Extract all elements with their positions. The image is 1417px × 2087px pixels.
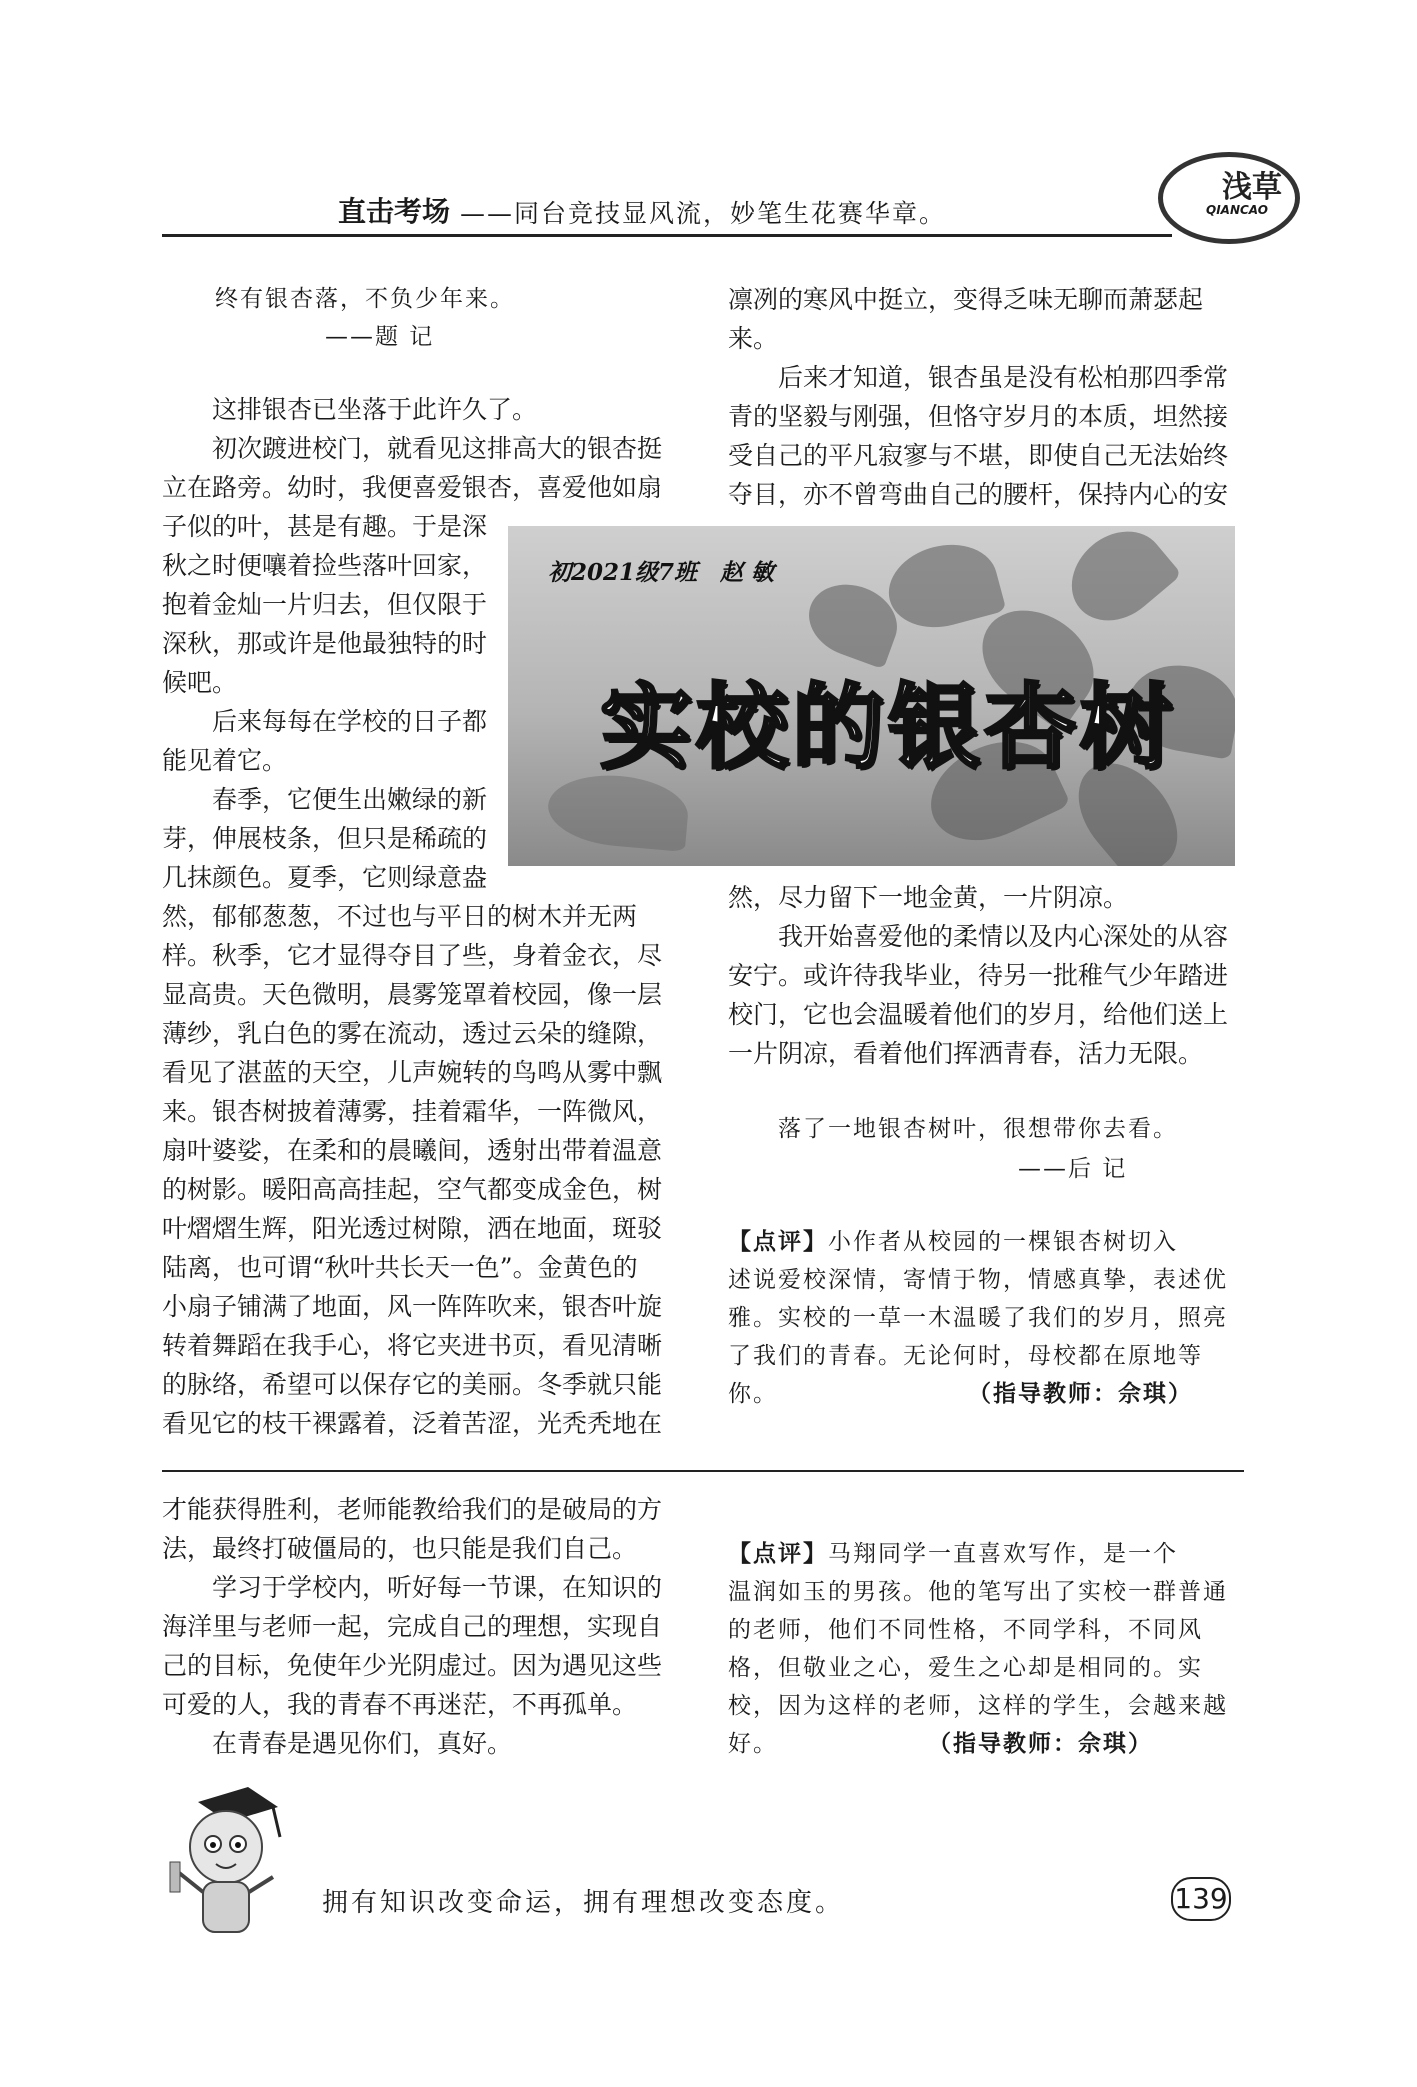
text-line: 小扇子铺满了地面，风一阵阵吹来，银杏叶旋	[162, 1292, 663, 1321]
article2-left-column	[162, 1490, 682, 1763]
text-line: 的树影。暖阳高高挂起，空气都变成金色，树	[162, 1175, 663, 1204]
text-line: 陆离，也可谓“秋叶共长天一色”。金黄色的	[162, 1253, 638, 1282]
comment-line: 的老师，他们不同性格，不同学科，不同风	[728, 1617, 1203, 1643]
comment-line: 好。 （指导教师：佘琪）	[728, 1725, 1248, 1763]
text-line: 抱着金灿一片归去，但仅限于	[162, 590, 488, 619]
text-line: 安宁。或许待我毕业，待另一批稚气少年踏进	[728, 961, 1229, 990]
text-line: 夺目，亦不曾弯曲自己的腰杆，保持内心的安	[728, 480, 1229, 509]
text-line: 初次踱进校门，就看见这排高大的银杏挺	[162, 434, 663, 463]
text-line: 己的目标，免使年少光阴虚过。因为遇见这些	[162, 1651, 663, 1680]
text-line: 来。	[728, 324, 779, 353]
comment-line: 【点评】小作者从校园的一棵银杏树切入	[728, 1229, 1178, 1255]
text-line: 的脉络，希望可以保存它的美丽。冬季就只能	[162, 1370, 663, 1399]
magazine-logo-subtitle: QIANCAO	[1206, 203, 1268, 217]
section-title: 直击考场	[338, 195, 451, 228]
text-line: 能见着它。	[162, 746, 288, 775]
postscript: 落了一地银杏树叶，很想带你去看。	[778, 1116, 1178, 1142]
text-line: 我开始喜爱他的柔情以及内心深处的从容	[728, 922, 1229, 951]
ginkgo-leaf-shape	[1054, 526, 1182, 639]
teacher-credit: （指导教师：佘琪）	[928, 1731, 1153, 1757]
text-line: 后来才知道，银杏虽是没有松柏那四季常	[728, 363, 1229, 392]
comment-label: 【点评】	[728, 1541, 828, 1567]
text-line: 一片阴凉，看着他们挥洒青春，活力无限。	[728, 1039, 1204, 1068]
header-rule	[162, 234, 1172, 237]
article-right-column-top	[728, 280, 1248, 514]
section-slogan: ——同台竞技显风流，妙笔生花赛华章。	[460, 199, 947, 228]
text-line: 样。秋季，它才显得夺目了些，身着金衣，尽	[162, 941, 663, 970]
text-line: 后来每每在学校的日子都	[162, 707, 488, 736]
text-line: 然，尽力留下一地金黄，一片阴凉。	[728, 883, 1129, 912]
comment-line: 你。 （指导教师：佘琪）	[728, 1375, 1248, 1413]
text-line: 青的坚毅与刚强，但恪守岁月的本质，坦然接	[728, 402, 1229, 431]
title-photo-banner	[508, 526, 1235, 866]
magazine-logo: 浅草	[1222, 170, 1282, 205]
text-line: 候吧。	[162, 668, 238, 697]
article-title: 实校的银杏树	[600, 674, 1177, 781]
epigraph: 终有银杏落，不负少年来。	[215, 286, 515, 312]
comment-line: 了我们的青春。无论何时，母校都在原地等	[728, 1343, 1203, 1369]
text-line: 春季，它便生出嫩绿的新	[162, 785, 488, 814]
comment-line: 雅。实校的一草一木温暖了我们的岁月，照亮	[728, 1305, 1228, 1331]
article-right-column-bottom	[728, 878, 1248, 1073]
teacher-credit: （指导教师：佘琪）	[968, 1381, 1193, 1407]
text-line: 凛冽的寒风中挺立，变得乏味无聊而萧瑟起	[728, 285, 1204, 314]
text-line: 几抹颜色。夏季，它则绿意盎	[162, 863, 488, 892]
text-line: 才能获得胜利，老师能教给我们的是破局的方	[162, 1495, 663, 1524]
text-line: 秋之时便嚷着捡些落叶回家，	[162, 551, 488, 580]
text-line: 学习于学校内，听好每一节课，在知识的	[162, 1573, 663, 1602]
text-line: 叶熠熠生辉，阳光透过树隙，洒在地面，斑驳	[162, 1214, 663, 1243]
comment-line: 【点评】马翔同学一直喜欢写作，是一个	[728, 1541, 1178, 1567]
article-comment	[728, 1223, 1248, 1413]
footer-motto: 拥有知识改变命运，拥有理想改变态度。	[322, 1888, 845, 1918]
article-byline: 初2021级7班 赵 敏	[548, 559, 775, 586]
text-line: 校门，它也会温暖着他们的岁月，给他们送上	[728, 1000, 1229, 1029]
text-line: 子似的叶，甚是有趣。于是深	[162, 512, 488, 541]
text-line: 受自己的平凡寂寥与不堪，即使自己无法始终	[728, 441, 1229, 470]
ginkgo-leaf-shape	[880, 533, 1007, 639]
comment-line: 格，但敬业之心，爱生之心却是相同的。实	[728, 1655, 1203, 1681]
section-divider	[162, 1470, 1244, 1472]
postscript-sign: ——后 记	[1018, 1156, 1128, 1182]
comment-label: 【点评】	[728, 1229, 828, 1255]
text-line: 来。银杏树披着薄雾，挂着霜华，一阵微风，	[162, 1097, 663, 1126]
text-line: 立在路旁。幼时，我便喜爱银杏，喜爱他如扇	[162, 473, 663, 502]
text-line: 看见了湛蓝的天空，儿声婉转的鸟鸣从雾中飘	[162, 1058, 663, 1087]
text-line: 转着舞蹈在我手心，将它夹进书页，看见清晰	[162, 1331, 663, 1360]
text-line: 法，最终打破僵局的，也只能是我们自己。	[162, 1534, 638, 1563]
epigraph-sign: ——题 记	[325, 324, 435, 350]
comment-line: 温润如玉的男孩。他的笔写出了实校一群普通	[728, 1579, 1228, 1605]
text-line: 深秋，那或许是他最独特的时	[162, 629, 488, 658]
page-number: 139	[1171, 1877, 1231, 1921]
text-line: 显高贵。天色微明，晨雾笼罩着校园，像一层	[162, 980, 663, 1009]
text-line: 然，郁郁葱葱，不过也与平日的树木并无两	[162, 902, 638, 931]
text-line: 可爱的人，我的青春不再迷茫，不再孤单。	[162, 1690, 638, 1719]
comment-line: 校，因为这样的老师，这样的学生，会越来越	[728, 1693, 1228, 1719]
text-line: 看见它的枝干裸露着，泛着苦涩，光秃秃地在	[162, 1409, 663, 1438]
article2-comment	[728, 1535, 1248, 1763]
comment-line: 述说爱校深情，寄情于物，情感真挚，表述优	[728, 1267, 1228, 1293]
text-line: 海洋里与老师一起，完成自己的理想，实现自	[162, 1612, 663, 1641]
text-line: 在青春是遇见你们，真好。	[162, 1729, 513, 1758]
text-line: 芽，伸展枝条，但只是稀疏的	[162, 824, 488, 853]
mascot-illustration	[158, 1782, 298, 1952]
text-line: 扇叶婆娑，在柔和的晨曦间，透射出带着温意	[162, 1136, 663, 1165]
text-line: 这排银杏已坐落于此许久了。	[162, 395, 538, 424]
text-line: 薄纱，乳白色的雾在流动，透过云朵的缝隙，	[162, 1019, 663, 1048]
